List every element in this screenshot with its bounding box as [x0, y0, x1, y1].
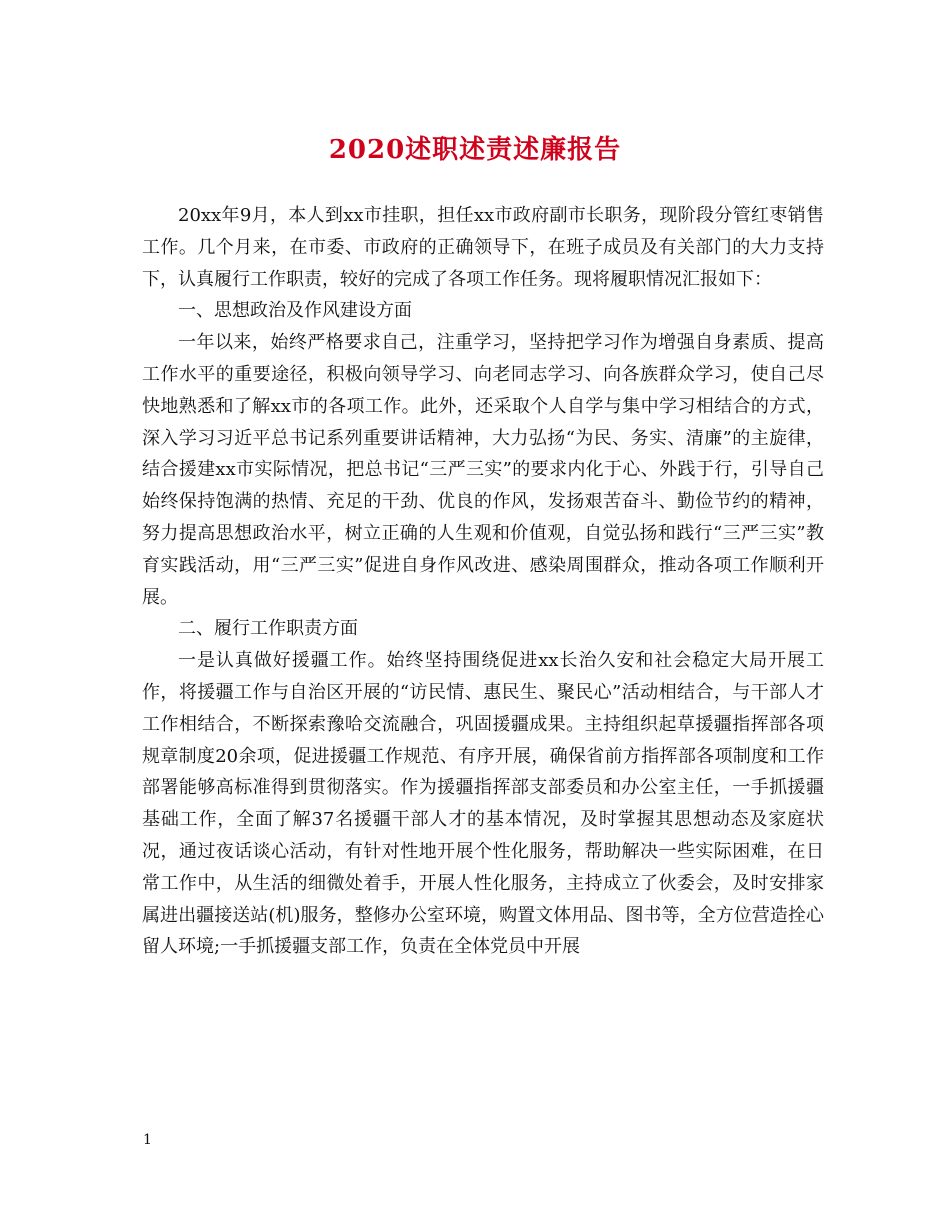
section-heading-duties: 二、履行工作职责方面	[178, 618, 358, 640]
document-body	[142, 200, 824, 963]
section-heading-ideology: 一、思想政治及作风建设方面	[178, 300, 412, 322]
page-number: 1	[143, 1132, 152, 1148]
paragraph-intro: 20xx年9月，本人到xx市挂职，担任xx市政府副市长职务，现阶段分管红枣销售工作。几个月来，在市委、市政府的正确领导下，在班子成员及有关部门的大力支持下，认真履行工作职责，较好的完成了各项工作任务。现将履职情况汇报如下：	[142, 205, 824, 290]
paragraph-ideology: 一年以来，始终严格要求自己，注重学习，坚持把学习作为增强自身素质、提高工作水平的重要途径，积极向领导学习、向老同志学习、向各族群众学习，使自己尽快地熟悉和了解xx市的各项工作。此外，还采取个人自学与集中学习相结合的方式，深入学习习近平总书记系列重要讲话精神，大力弘扬“为民、务实、清廉”的主旋律，结合援建xx市实际情况，把总书记“三严三实”的要求内化于心、外践于行，引导自己始终保持饱满的热情、充足的干劲、优良的作风，发扬艰苦奋斗、勤俭节约的精神，努力提高思想政治水平，树立正确的人生观和价值观，自觉弘扬和践行“三严三实”教育实践活动，用“三严三实”促进自身作风改进、感染周围群众，推动各项工作顺利开展。	[142, 332, 824, 608]
paragraph-duties: 一是认真做好援疆工作。始终坚持围绕促进xx长治久安和社会稳定大局开展工作，将援疆工作与自治区开展的“访民情、惠民生、聚民心”活动相结合，与干部人才工作相结合，不断探索豫哈交流融合，巩固援疆成果。主持组织起草援疆指挥部各项规章制度20余项，促进援疆工作规范、有序开展，确保省前方指挥部各项制度和工作部署能够高标准得到贯彻落实。作为援疆指挥部支部委员和办公室主任，一手抓援疆基础工作，全面了解37名援疆干部人才的基本情况，及时掌握其思想动态及家庭状况，通过夜话谈心活动，有针对性地开展个性化服务，帮助解决一些实际困难，在日常工作中，从生活的细微处着手，开展人性化服务，主持成立了伙委会，及时安排家属进出疆接送站(机)服务，整修办公室环境，购置文体用品、图书等，全方位营造拴心留人环境;一手抓援疆支部工作，负责在全体党员中开展	[142, 650, 824, 958]
document-title: 2020述职述责述廉报告	[328, 135, 622, 165]
